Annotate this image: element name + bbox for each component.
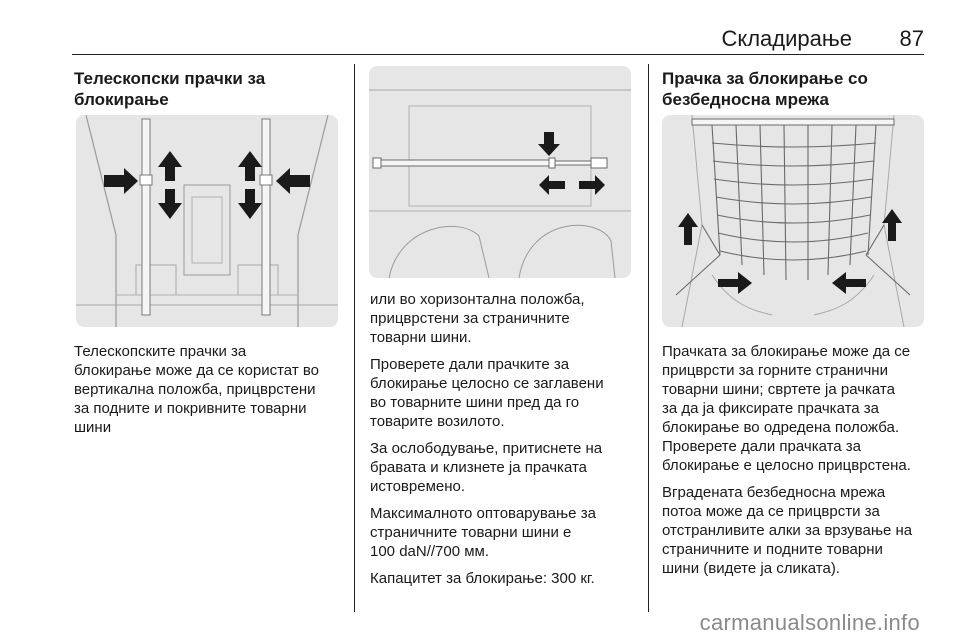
text-line: страничните и подните товарни xyxy=(662,541,883,558)
text-line: или во хоризонтална положба, xyxy=(370,291,585,308)
text-line: 100 daN//700 мм. xyxy=(370,543,490,560)
paragraph xyxy=(370,569,646,588)
text-line: отстранливите алки за врзување на xyxy=(662,522,913,539)
text-line: Максималното оптоварување за xyxy=(370,505,596,522)
paragraph xyxy=(662,483,957,578)
text-line: Прачката за блокирање може да се xyxy=(662,343,911,360)
text-line: потоа може да се прицврсти за xyxy=(662,503,880,520)
column-divider-2 xyxy=(648,64,649,612)
text-line: бравата и клизнете ја прачката xyxy=(370,459,588,476)
heading-line: безбедносна мрежа xyxy=(662,90,829,109)
paragraph xyxy=(662,342,957,475)
paragraph xyxy=(370,290,646,347)
text-line: за подните и покривните товарни xyxy=(74,400,307,417)
text-line: Проверете дали прачките за xyxy=(370,356,570,373)
text-line: прицврсти за горните странични xyxy=(662,362,888,379)
text-line: блокирање во одредена положба. xyxy=(662,419,900,436)
text-line: товарни шини. xyxy=(370,329,472,346)
vertical-bars-illustration xyxy=(76,115,338,327)
heading-line: блокирање xyxy=(74,90,169,109)
col1-text xyxy=(74,342,354,437)
text-line: во товарните шини пред да го xyxy=(370,394,580,411)
page-header xyxy=(0,0,960,60)
figure-vertical-bars xyxy=(76,115,338,327)
column-divider-1 xyxy=(354,64,355,612)
heading-line: Прачка за блокирање со xyxy=(662,69,868,88)
text-line: за да ја фиксирате прачката за xyxy=(662,400,880,417)
column-3 xyxy=(662,68,932,110)
paragraph xyxy=(74,342,354,437)
text-line: За ослободување, притиснете на xyxy=(370,440,603,457)
col3-heading xyxy=(662,68,932,110)
text-line: прицврстени за страничните xyxy=(370,310,570,327)
text-line: истовремено. xyxy=(370,478,466,495)
col3-text xyxy=(662,342,957,578)
heading-line: Телескопски прачки за xyxy=(74,69,266,88)
text-line: вертикална положба, прицврстени xyxy=(74,381,316,398)
page-number: 87 xyxy=(899,26,924,51)
section-title: Складирање xyxy=(721,26,852,51)
figure-horizontal-bar xyxy=(369,66,631,278)
text-line: Капацитет за блокирање: 300 кг. xyxy=(370,570,595,587)
text-line: товарите возилото. xyxy=(370,413,505,430)
watermark: carmanualsonline.info xyxy=(699,610,920,635)
text-line: шини xyxy=(74,419,112,436)
text-line: Вградената безбедносна мрежа xyxy=(662,484,886,501)
col1-heading xyxy=(74,68,344,110)
horizontal-bar-illustration xyxy=(369,66,631,278)
figure-safety-net xyxy=(662,115,924,327)
text-line: блокирање целосно се заглавени xyxy=(370,375,604,392)
text-line: Проверете дали прачката за xyxy=(662,438,862,455)
safety-net-illustration xyxy=(662,115,924,327)
text-line: товарни шини; свртете ја рачката xyxy=(662,381,895,398)
paragraph xyxy=(370,504,646,561)
paragraph xyxy=(370,439,646,496)
column-1 xyxy=(74,68,344,110)
text-line: блокирање е целосно прицврстена. xyxy=(662,457,911,474)
text-line: Телескопските прачки за xyxy=(74,343,247,360)
text-line: страничните товарни шини е xyxy=(370,524,572,541)
text-line: блокирање може да се користат во xyxy=(74,362,319,379)
col2-text xyxy=(370,290,646,588)
header-rule xyxy=(72,54,924,55)
text-line: шини (видете ја сликата). xyxy=(662,560,840,577)
paragraph xyxy=(370,355,646,431)
